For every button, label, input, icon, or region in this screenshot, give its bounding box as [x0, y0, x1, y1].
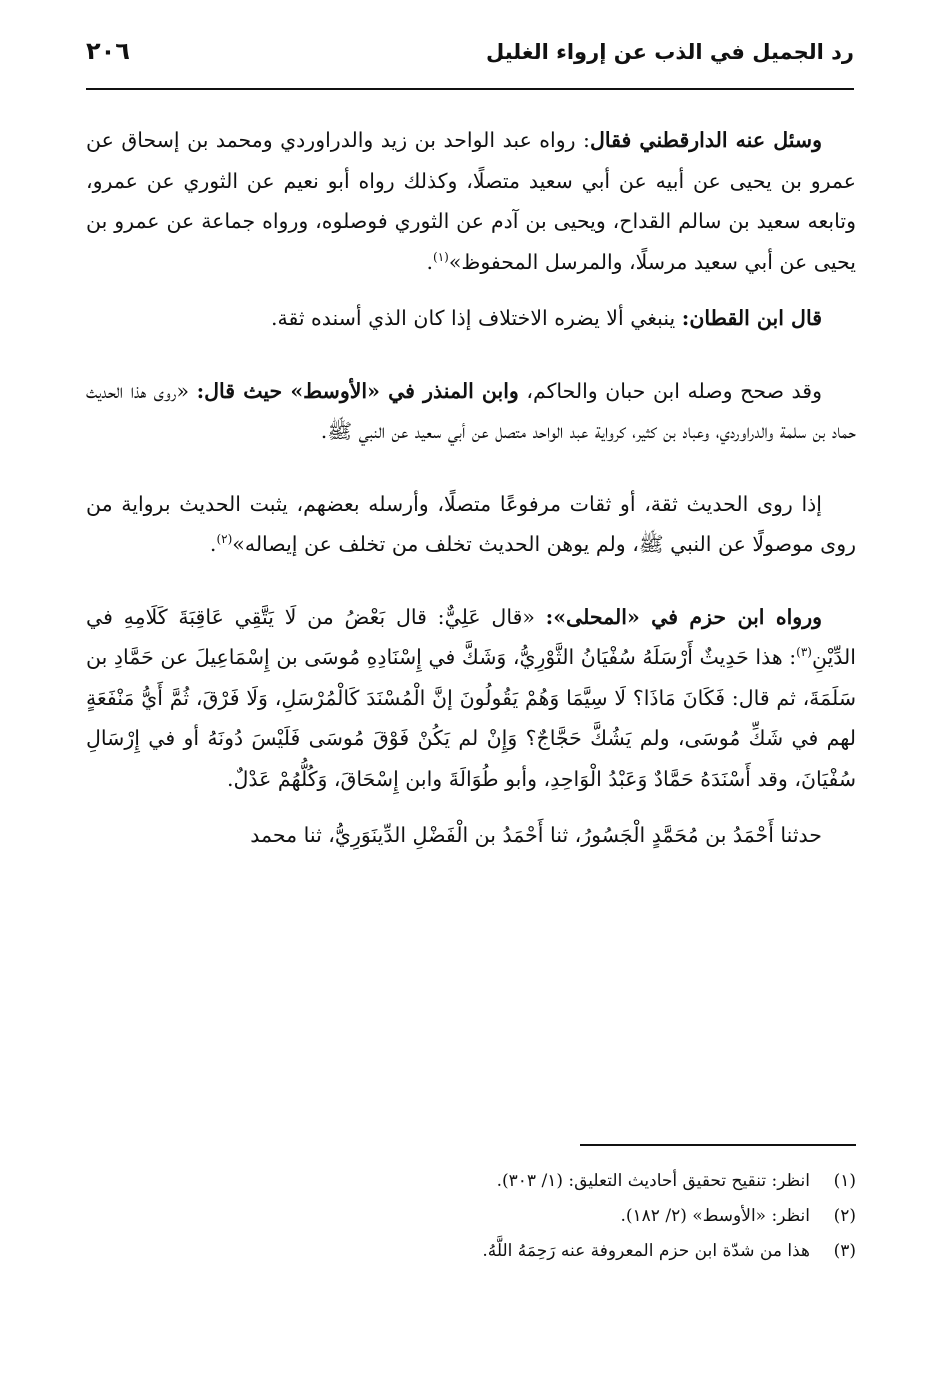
- ibn-mundhir-lead: وابن المنذر في «الأوسط» حيث قال:: [196, 378, 519, 403]
- thiqa-text: إذا روى الحديث ثقة، أو ثقات مرفوعًا متصلًا، وأرسله بعضهم، يثبت الحديث برواية من روى موصولًا عن النبي ﷺ، ولم يوهن الحديث تخلف من تخلف عن إيصاله»: [86, 491, 856, 556]
- paragraph-daraqutni: [86, 120, 856, 282]
- running-title: رد الجميل في الذب عن إرواء الغليل: [485, 40, 854, 64]
- footnote-text: انظر: «الأوسط» (٢/ ١٨٢).: [620, 1206, 810, 1226]
- ibn-hazm-lead: ورواه ابن حزم في «المحلى»:: [545, 604, 822, 629]
- thiqa-end: .: [209, 532, 217, 556]
- ibn-mundhir-intro: وقد صحح وصله ابن حبان والحاكم،: [518, 378, 822, 403]
- daraqutni-end: .: [426, 249, 433, 274]
- paragraph-ibn-qattan: [86, 298, 856, 339]
- ibn-qattan-text: ينبغي ألا يضره الاختلاف إذا كان الذي أسنده ثقة.: [270, 306, 682, 330]
- ibn-qattan-lead: قال ابن القطان:: [681, 306, 822, 330]
- paragraph-thiqa: [86, 484, 856, 565]
- footnote-ref-1: (١): [433, 249, 449, 264]
- paragraph-ibn-mundhir: [86, 371, 856, 452]
- page-header: [86, 32, 854, 90]
- footnote-number: (٣): [833, 1241, 856, 1261]
- footnote-divider: [580, 1144, 856, 1146]
- footnotes: [86, 1164, 856, 1269]
- page-number: ٢٠٦: [86, 37, 130, 65]
- footnote-ref-3: (٣): [796, 645, 812, 660]
- footnote-text: انظر: تنقيح تحقيق أحاديث التعليق: (١/ ٣٠٣).: [496, 1171, 810, 1191]
- footnote-1: [86, 1164, 856, 1199]
- footnote-3: [86, 1234, 856, 1269]
- footnote-ref-2: (٢): [216, 532, 233, 547]
- footnote-number: (١): [833, 1171, 856, 1191]
- footnote-number: (٢): [833, 1206, 856, 1226]
- paragraph-ibn-hazm: [86, 597, 856, 800]
- haddathana-text: حدثنا أَحْمَدُ بن مُحَمَّدٍ الْجَسُورُ، ثنا أَحْمَدُ بن الْفَضْلِ الدِّينَوَرِيُّ، ثنا محمد: [250, 823, 822, 847]
- footnote-text: هذا من شدّة ابن حزم المعروفة عنه رَحِمَهُ اللَّهُ.: [482, 1241, 810, 1261]
- ibn-mundhir-text: «روى هذا الحديث حماد بن سلمة والدراوردي، وعباد بن كثير، كرواية عبد الواحد متصل عن أبي سعيد عن النبي ﷺ.: [86, 378, 856, 443]
- daraqutni-text: : رواه عبد الواحد بن زيد والدراوردي ومحمد بن إسحاق عن عمرو بن يحيى عن أبيه عن أبي سعيد متصلًا، وكذلك رواه أبو نعيم عن الثوري عن عمرو، وتابعه سعيد بن سالم القداح، ويحيى بن آدم عن الثوري فوصلوه، ورواه جماعة عن عمرو بن يحيى عن أبي سعيد مرسلًا، والمرسل المحفوظ»: [86, 128, 856, 274]
- footnote-2: [86, 1199, 856, 1234]
- daraqutni-lead: وسئل عنه الدارقطني فقال: [589, 128, 823, 152]
- main-text: [86, 120, 856, 888]
- ibn-hazm-text-b: : هذا حَدِيثٌ أَرْسَلَهُ سُفْيَانُ الثَّوْرِيُّ، وَشَكَّ في إِسْنَادِهِ مُوسَى بن إِسْمَاعِيلَ عن حَمَّادِ بن سَلَمَةَ، ثم قال: فَكَانَ مَاذَا؟ لَا سِيَّمَا وَهُمْ يَقُولُونَ إنَّ الْمُسْنَدَ كَالْمُرْسَلِ، وَلَا فَرْقَ، ثُمَّ أَيُّ مَنْفَعَةٍ لهم في شَكِّ مُوسَى، ولم يَشُكَّ حَجَّاجٌ؟ وَإِنْ لم يَكُنْ فَوْقَ مُوسَى فَلَيْسَ دُونَهُ أو في إِرْسَالِ سُفْيَانَ، وقد أَسْنَدَهُ حَمَّادٌ وَعَبْدُ الْوَاحِدِ، وأبو طُوَالَةَ وابن إِسْحَاقَ، وَكُلُّهُمْ عَدْلٌ.: [86, 645, 856, 791]
- paragraph-haddathana: [86, 815, 856, 856]
- ibn-hazm-text-a: «قال عَلِيٌّ: قال بَعْضُ من لَا يَتَّقِي عَاقِبَةَ كَلَامِهِ في الدِّيْنِ: [86, 604, 856, 669]
